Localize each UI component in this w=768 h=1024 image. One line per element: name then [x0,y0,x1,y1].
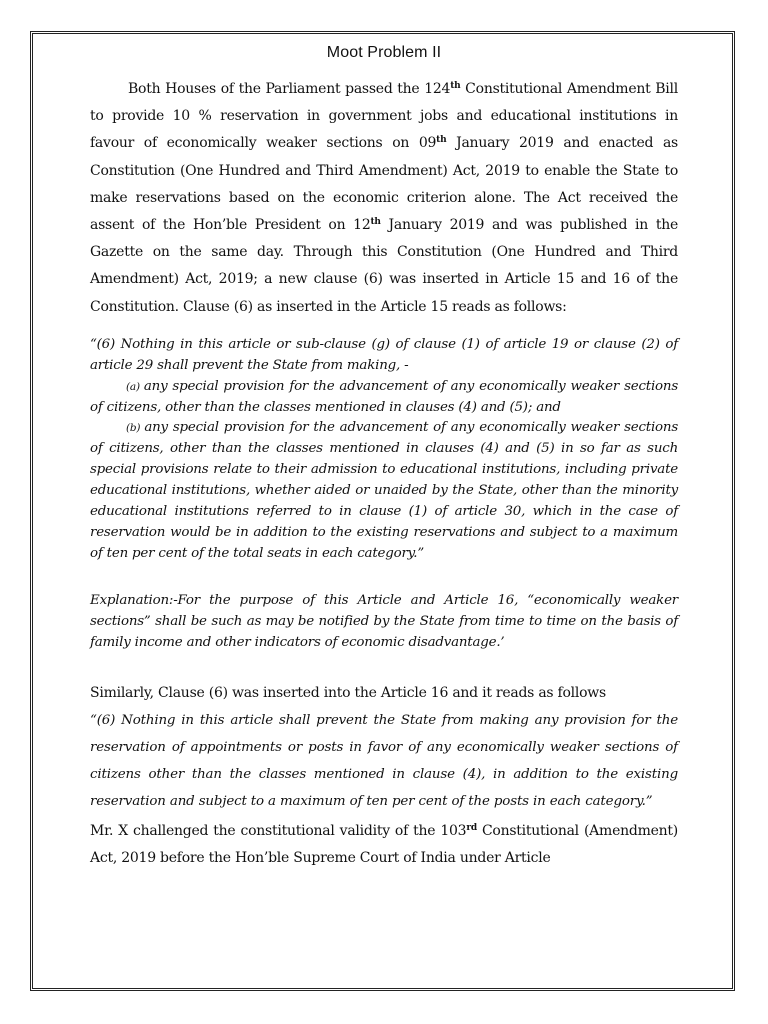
intro-text-2: Constitutional Amendment Bill to provide 10 % reservation in government jobs and educational institutions in favour of economically weaker sections on 09 [90,81,678,152]
article-15-clause-b [90,418,678,564]
clause-b-text: any special provision for the advancement of any economically weaker sections of citizens, other than the classes mentioned in clauses (4) and (5) in so far as such special provisions relate to their admission to educational institutions, including private educational institutions, whether aided or unaided by the State, other than the minority educational institutions referred to in clause (1) of article 30, which in the case of reservation would be in addition to the existing reservations and subject to a maximum of ten per cent of the total seats in each category.” [90,420,678,561]
intro-text-1: Both Houses of the Parliament passed the 124 [128,81,451,97]
clause-a-text: any special provision for the advancement of any economically weaker sections of citizens, other than the classes mentioned in clauses (4) and (5); and [90,378,678,415]
challenge-sup: rd [466,822,477,833]
article-16-quote: “(6) Nothing in this article shall prevent the State from making any provision for the reservation of appointments or posts in favor of any economically weaker sections of citizens other than the classes mentioned in clause (4), in addition to the existing reservation and subject to a maximum of ten per cent of the posts in each category.” [90,712,678,810]
similarly-paragraph: Similarly, Clause (6) was inserted into the Article 16 and it reads as follows [90,684,606,701]
clause-a-label: (a) [126,380,140,393]
explanation-paragraph: Explanation:-For the purpose of this Article and Article 16, “economically weaker sections” shall be such as may be notified by the State from time to time on the basis of family income and other indicators of economic disadvantage.’ [90,592,678,650]
intro-sup-3: th [370,217,381,228]
intro-text-4: January 2019 and was published in the Gazette on the same day. Through this Constitution (One Hundred and Third Amendment) Act, 2019; a new clause (6) was inserted in Article 15 and 16 of the Constitution. Clause (6) as inserted in the Article 15 reads as follows: [90,217,679,315]
intro-text-3: January 2019 and enacted as Constitution (One Hundred and Third Amendment) Act, 2019 to enable the State to make reservations based on the economic criterion alone. The Act received the assent of the Hon’ble President on 12 [90,135,678,234]
clause-b-label: (b) [126,422,141,435]
article-15-clause-a [90,377,678,419]
challenge-paragraph [90,818,678,872]
intro-sup-2: th [436,135,447,146]
intro-sup-1: th [450,81,461,91]
intro-paragraph [90,76,678,321]
document-body [90,44,678,872]
challenge-text-1: Mr. X challenged the constitutional validity of the 103 [90,822,467,839]
page-title: Moot Problem II [326,44,442,61]
article-15-quote-lead: “(6) Nothing in this article or sub-clause (g) of clause (1) of article 19 or clause (2) of article 29 shall prevent the State from making, - [90,336,678,373]
challenge-text-2: Constitutional (Amendment) Act, 2019 before the Hon’ble Supreme Court of India under Article [90,822,678,866]
